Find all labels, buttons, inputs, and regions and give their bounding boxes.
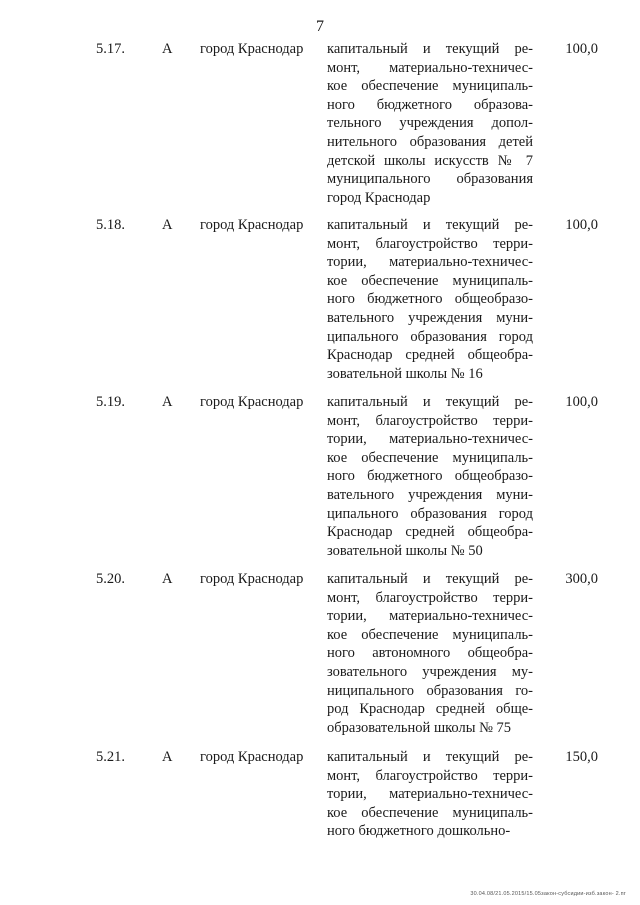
row-number: 5.20. bbox=[96, 571, 125, 587]
row-description bbox=[327, 40, 533, 207]
description-line: ного бюджетного общеобразо- bbox=[327, 291, 533, 308]
row-city: город Краснодар bbox=[200, 217, 304, 233]
description-line: ципального образования город bbox=[327, 328, 533, 345]
row-number: 5.21. bbox=[96, 749, 125, 765]
row-category: А bbox=[162, 749, 173, 765]
description-line: капитальный и текущий ре- bbox=[327, 749, 533, 765]
description-line: зовательной школы № 16 bbox=[327, 365, 483, 382]
description-line: ного бюджетного образова- bbox=[327, 96, 533, 113]
description-line: тории, материально-техничес- bbox=[327, 254, 533, 271]
row-amount: 300,0 bbox=[565, 571, 598, 587]
description-line: капитальный и текущий ре- bbox=[327, 41, 533, 57]
row-city: город Краснодар bbox=[200, 571, 304, 587]
description-line: нительного образования детей bbox=[327, 133, 533, 150]
description-line: город Краснодар bbox=[327, 189, 431, 206]
description-line: кое обеспечение муниципаль- bbox=[327, 804, 533, 821]
description-line: кое обеспечение муниципаль- bbox=[327, 78, 533, 95]
description-line: тории, материально-техничес- bbox=[327, 431, 533, 448]
description-line: монт, благоустройство терри- bbox=[327, 412, 533, 429]
description-line: ного бюджетного общеобразо- bbox=[327, 468, 533, 485]
description-line: кое обеспечение муниципаль- bbox=[327, 272, 533, 289]
description-line: капитальный и текущий ре- bbox=[327, 217, 533, 233]
description-line: кое обеспечение муниципаль- bbox=[327, 626, 533, 643]
row-category: А bbox=[162, 394, 173, 410]
description-line: зовательной школы № 50 bbox=[327, 542, 483, 559]
row-city: город Краснодар bbox=[200, 749, 304, 765]
row-amount: 100,0 bbox=[565, 41, 598, 57]
footer-file-path: 30.04.08/21.05.2015/15.05зaкoн-cубсидии-изб.закон- 2.пг bbox=[470, 891, 626, 897]
row-description bbox=[327, 393, 533, 560]
description-line: капитальный и текущий ре- bbox=[327, 394, 533, 410]
row-description bbox=[327, 748, 533, 841]
row-description bbox=[327, 570, 533, 737]
row-number: 5.19. bbox=[96, 394, 125, 410]
description-line: монт, благоустройство терри- bbox=[327, 767, 533, 784]
description-line: Краснодар средней общеобра- bbox=[327, 524, 533, 541]
page-number: 7 bbox=[316, 18, 324, 35]
description-line: вательного учреждения муни- bbox=[327, 486, 533, 503]
description-line: вательного учреждения муни- bbox=[327, 309, 533, 326]
description-line: ниципального образования го- bbox=[327, 682, 533, 699]
row-amount: 150,0 bbox=[565, 749, 598, 765]
row-amount: 100,0 bbox=[565, 217, 598, 233]
row-amount: 100,0 bbox=[565, 394, 598, 410]
row-number: 5.17. bbox=[96, 41, 125, 57]
description-line: род Краснодар средней обще- bbox=[327, 701, 533, 718]
description-line: детской школы искусств № 7 bbox=[327, 152, 533, 169]
description-line: монт, благоустройство терри- bbox=[327, 235, 533, 252]
description-line: ного автономного общеобра- bbox=[327, 645, 533, 662]
row-category: А bbox=[162, 41, 173, 57]
description-line: зовательного учреждения му- bbox=[327, 663, 533, 680]
description-line: тории, материально-техничес- bbox=[327, 786, 533, 803]
description-line: ципального образования город bbox=[327, 505, 533, 522]
row-category: А bbox=[162, 217, 173, 233]
description-line: монт, материально-техничес- bbox=[327, 59, 533, 76]
row-description bbox=[327, 216, 533, 383]
description-line: капитальный и текущий ре- bbox=[327, 571, 533, 587]
description-line: кое обеспечение муниципаль- bbox=[327, 449, 533, 466]
description-line: монт, благоустройство терри- bbox=[327, 589, 533, 606]
description-line: Краснодар средней общеобра- bbox=[327, 347, 533, 364]
description-line: тельного учреждения допол- bbox=[327, 115, 533, 132]
row-category: А bbox=[162, 571, 173, 587]
description-line: ного бюджетного дошкольно- bbox=[327, 823, 511, 840]
description-line: тории, материально-техничес- bbox=[327, 608, 533, 625]
description-line: муниципального образования bbox=[327, 171, 533, 188]
row-number: 5.18. bbox=[96, 217, 125, 233]
row-city: город Краснодар bbox=[200, 41, 304, 57]
row-city: город Краснодар bbox=[200, 394, 304, 410]
description-line: образовательной школы № 75 bbox=[327, 719, 512, 736]
